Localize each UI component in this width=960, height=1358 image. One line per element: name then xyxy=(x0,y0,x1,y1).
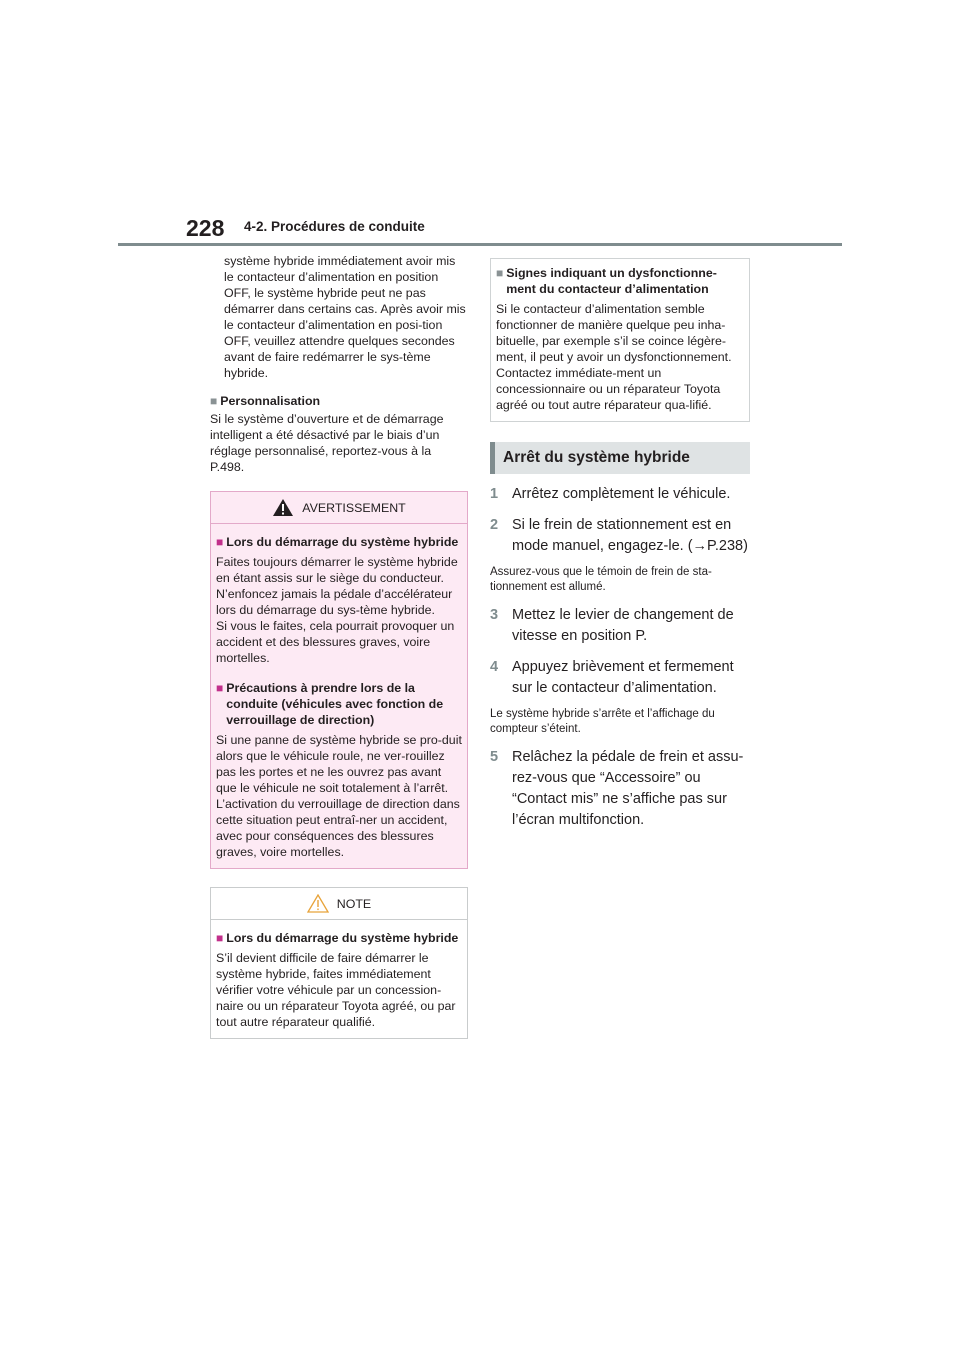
caution-triangle-icon xyxy=(307,894,329,913)
square-bullet-icon: ■ xyxy=(216,931,224,945)
section-heading: Arrêt du système hybride xyxy=(503,449,690,466)
warning-header xyxy=(211,492,467,524)
step-text: Si le frein de stationnement est en mode manuel, engagez-le. (→P.238) xyxy=(512,517,748,554)
note-item-heading-text: Lors du démarrage du système hybride xyxy=(226,931,459,945)
personalisation-text: Si le système d’ouverture et de démarrage intelligent a été désactivé par le biais d’un réglage personnalisé, reportez-vous à la P.498. xyxy=(210,412,444,474)
step-text: Mettez le levier de changement de vitesse en position P. xyxy=(512,607,734,644)
step-number: 3 xyxy=(490,607,499,623)
right-column xyxy=(490,258,750,831)
note-header xyxy=(211,888,467,920)
warning-item-heading-text: Précautions à prendre lors de la conduite (véhicules avec fonction de verrouillage de direction) xyxy=(226,681,444,727)
step-number: 2 xyxy=(490,517,499,533)
left-column xyxy=(210,253,468,1039)
note-body xyxy=(211,920,467,1038)
note-item-text: S’il devient difficile de faire démarrer le système hybride, faites immédiatement vérifier votre véhicule par un concession-naire ou un réparateur Toyota agréé, ou par tout autre réparateur qualifié. xyxy=(216,951,456,1029)
step-number: 1 xyxy=(490,486,499,502)
warning-box xyxy=(210,491,468,869)
note-box xyxy=(210,887,468,1039)
square-bullet-icon: ■ xyxy=(496,266,504,280)
warning-label: AVERTISSEMENT xyxy=(302,500,406,515)
step-note: Le système hybride s’arrête et l’affichage du compteur s’éteint. xyxy=(490,708,715,735)
step-item xyxy=(490,605,750,647)
personalisation-heading xyxy=(210,393,468,409)
intro-paragraph: système hybride immédiatement avoir mis le contacteur d’alimentation en position OFF, le système hybride peut ne pas démarrer dans certains cas. Après avoir mis le contacteur d’alimentation en posi-tion OFF, veuillez attendre quelques secondes avant de faire redémarrer le sys-tème hybride. xyxy=(224,254,466,380)
square-bullet-icon: ■ xyxy=(210,394,218,408)
section-title: 4-2. Procédures de conduite xyxy=(244,219,425,234)
warning-body xyxy=(211,524,467,868)
step-text: Appuyez brièvement et fermement sur le contacteur d’alimentation. xyxy=(512,659,734,696)
info-text: Si le contacteur d’alimentation semble fonctionner de manière quelque peu inha-bituelle, par exemple s’il se coince légère-ment, il peut y avoir un dysfonctionnement. Contactez immédiate-ment un concessionnaire ou un réparateur Toyota agréé ou tout autre réparateur qua-lifié. xyxy=(496,302,732,412)
step-item xyxy=(490,657,750,699)
warning-item-heading-text: Lors du démarrage du système hybride xyxy=(226,535,459,549)
warning-item-heading xyxy=(216,680,462,728)
step-text: Arrêtez complètement le véhicule. xyxy=(512,486,731,502)
step-item xyxy=(490,747,750,831)
heading-accent xyxy=(490,442,495,474)
section-heading-bar xyxy=(490,442,750,474)
square-bullet-icon: ■ xyxy=(216,681,224,695)
note-item-heading xyxy=(216,930,462,946)
note-label: NOTE xyxy=(336,896,372,911)
info-heading-text: Signes indiquant un dysfonctionne-ment du contacteur d’alimentation xyxy=(506,266,717,296)
warning-item-heading xyxy=(216,534,462,550)
warning-triangle-icon xyxy=(272,498,294,517)
info-heading xyxy=(496,265,744,297)
step-number: 4 xyxy=(490,659,499,675)
header-rule xyxy=(118,243,842,246)
warning-item-text: Faites toujours démarrer le système hybride en étant assis sur le siège du conducteur. N’enfoncez jamais la pédale d’accélérateur lors du démarrage du sys-tème hybride. Si vous le faites, cela pourrait provoquer un accident et des blessures graves, voire mortelles. xyxy=(216,555,458,665)
personalisation-heading-text: Personnalisation xyxy=(220,394,321,408)
step-item xyxy=(490,515,750,557)
square-bullet-icon: ■ xyxy=(216,535,224,549)
step-number: 5 xyxy=(490,749,499,765)
step-text: Relâchez la pédale de frein et assu-rez-vous que “Accessoire” ou “Contact mis” ne s’affiche pas sur l’écran multifonction. xyxy=(512,749,744,828)
step-note: Assurez-vous que le témoin de frein de sta-tionnement est allumé. xyxy=(490,566,712,593)
warning-item-text: Si une panne de système hybride se pro-duit alors que le véhicule roule, ne ver-rouillez pas les portes et ne les ouvrez pas avant que le véhicule ne soit totalement à l’arrêt. L’activation du verrouillage de direction dans cette situation peut entraî-ner un accident, avec pour conséquences des blessures graves, voire mortelles. xyxy=(216,733,462,859)
page-number: 228 xyxy=(186,215,225,241)
step-item xyxy=(490,484,750,505)
info-box xyxy=(490,258,750,422)
